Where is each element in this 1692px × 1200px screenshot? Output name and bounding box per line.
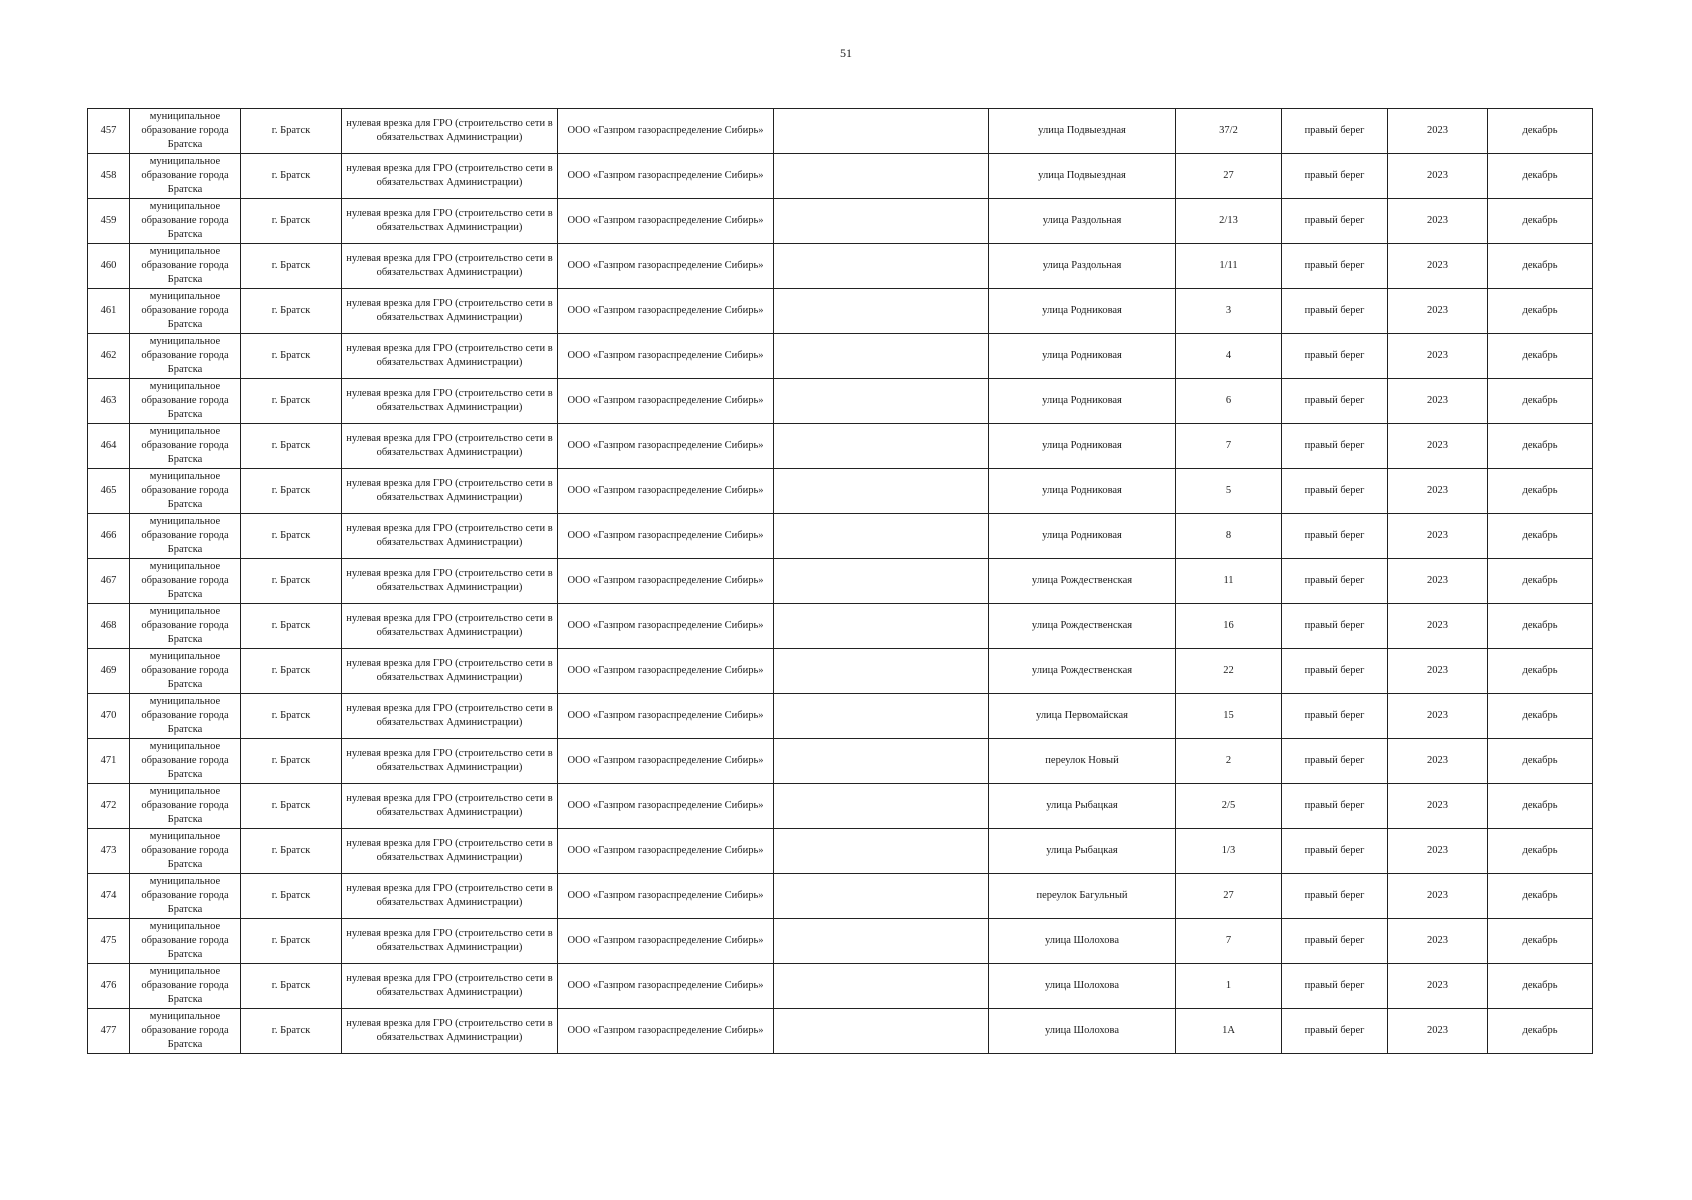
municipality-cell: муниципальное образование города Братска [130, 964, 241, 1009]
house-number-cell: 3 [1176, 289, 1282, 334]
table-row [88, 604, 1593, 649]
river-bank-cell: правый берег [1282, 244, 1388, 289]
year-cell: 2023 [1388, 424, 1488, 469]
organization-cell: ООО «Газпром газораспределение Сибирь» [558, 424, 774, 469]
street-cell: переулок Багульный [989, 874, 1176, 919]
municipality-cell: муниципальное образование города Братска [130, 694, 241, 739]
river-bank-cell: правый берег [1282, 649, 1388, 694]
work-type-cell: нулевая врезка для ГРО (строительство сети в обязательствах Администрации) [342, 469, 558, 514]
year-cell: 2023 [1388, 379, 1488, 424]
city-cell: г. Братск [241, 559, 342, 604]
work-type-cell: нулевая врезка для ГРО (строительство сети в обязательствах Администрации) [342, 379, 558, 424]
house-number-cell: 2/13 [1176, 199, 1282, 244]
page-number: 51 [840, 46, 852, 60]
month-cell: декабрь [1488, 379, 1593, 424]
table-row [88, 514, 1593, 559]
municipality-cell: муниципальное образование города Братска [130, 514, 241, 559]
house-number-cell: 5 [1176, 469, 1282, 514]
municipality-cell: муниципальное образование города Братска [130, 289, 241, 334]
month-cell: декабрь [1488, 109, 1593, 154]
table-row [88, 874, 1593, 919]
month-cell: декабрь [1488, 199, 1593, 244]
organization-cell: ООО «Газпром газораспределение Сибирь» [558, 694, 774, 739]
month-cell: декабрь [1488, 1009, 1593, 1054]
row-number: 462 [88, 334, 130, 379]
year-cell: 2023 [1388, 289, 1488, 334]
street-cell: улица Раздольная [989, 199, 1176, 244]
organization-cell: ООО «Газпром газораспределение Сибирь» [558, 874, 774, 919]
work-type-cell: нулевая врезка для ГРО (строительство сети в обязательствах Администрации) [342, 919, 558, 964]
city-cell: г. Братск [241, 109, 342, 154]
month-cell: декабрь [1488, 919, 1593, 964]
table-row [88, 559, 1593, 604]
year-cell: 2023 [1388, 1009, 1488, 1054]
city-cell: г. Братск [241, 784, 342, 829]
river-bank-cell: правый берег [1282, 559, 1388, 604]
river-bank-cell: правый берег [1282, 829, 1388, 874]
house-number-cell: 16 [1176, 604, 1282, 649]
table-row [88, 244, 1593, 289]
street-cell: улица Рыбацкая [989, 829, 1176, 874]
month-cell: декабрь [1488, 424, 1593, 469]
municipality-cell: муниципальное образование города Братска [130, 919, 241, 964]
city-cell: г. Братск [241, 244, 342, 289]
organization-cell: ООО «Газпром газораспределение Сибирь» [558, 154, 774, 199]
row-number: 472 [88, 784, 130, 829]
organization-cell: ООО «Газпром газораспределение Сибирь» [558, 514, 774, 559]
empty-cell [774, 559, 989, 604]
work-type-cell: нулевая врезка для ГРО (строительство сети в обязательствах Администрации) [342, 244, 558, 289]
work-type-cell: нулевая врезка для ГРО (строительство сети в обязательствах Администрации) [342, 784, 558, 829]
street-cell: улица Рождественская [989, 604, 1176, 649]
year-cell: 2023 [1388, 199, 1488, 244]
empty-cell [774, 244, 989, 289]
work-type-cell: нулевая врезка для ГРО (строительство сети в обязательствах Администрации) [342, 199, 558, 244]
city-cell: г. Братск [241, 829, 342, 874]
empty-cell [774, 694, 989, 739]
river-bank-cell: правый берег [1282, 1009, 1388, 1054]
street-cell: улица Родниковая [989, 379, 1176, 424]
month-cell: декабрь [1488, 784, 1593, 829]
municipality-cell: муниципальное образование города Братска [130, 784, 241, 829]
month-cell: декабрь [1488, 334, 1593, 379]
row-number: 464 [88, 424, 130, 469]
empty-cell [774, 109, 989, 154]
empty-cell [774, 199, 989, 244]
year-cell: 2023 [1388, 919, 1488, 964]
river-bank-cell: правый берег [1282, 874, 1388, 919]
year-cell: 2023 [1388, 604, 1488, 649]
row-number: 458 [88, 154, 130, 199]
house-number-cell: 37/2 [1176, 109, 1282, 154]
street-cell: улица Шолохова [989, 919, 1176, 964]
empty-cell [774, 919, 989, 964]
work-type-cell: нулевая врезка для ГРО (строительство сети в обязательствах Администрации) [342, 874, 558, 919]
street-cell: улица Рождественская [989, 649, 1176, 694]
city-cell: г. Братск [241, 604, 342, 649]
municipality-cell: муниципальное образование города Братска [130, 1009, 241, 1054]
house-number-cell: 27 [1176, 874, 1282, 919]
empty-cell [774, 424, 989, 469]
month-cell: декабрь [1488, 649, 1593, 694]
month-cell: декабрь [1488, 964, 1593, 1009]
row-number: 473 [88, 829, 130, 874]
year-cell: 2023 [1388, 874, 1488, 919]
table-row [88, 334, 1593, 379]
row-number: 469 [88, 649, 130, 694]
house-number-cell: 1/3 [1176, 829, 1282, 874]
street-cell: улица Родниковая [989, 334, 1176, 379]
river-bank-cell: правый берег [1282, 514, 1388, 559]
month-cell: декабрь [1488, 739, 1593, 784]
river-bank-cell: правый берег [1282, 739, 1388, 784]
river-bank-cell: правый берег [1282, 604, 1388, 649]
municipality-cell: муниципальное образование города Братска [130, 559, 241, 604]
work-type-cell: нулевая врезка для ГРО (строительство сети в обязательствах Администрации) [342, 424, 558, 469]
river-bank-cell: правый берег [1282, 919, 1388, 964]
table-row [88, 109, 1593, 154]
street-cell: улица Родниковая [989, 514, 1176, 559]
river-bank-cell: правый берег [1282, 379, 1388, 424]
year-cell: 2023 [1388, 739, 1488, 784]
row-number: 459 [88, 199, 130, 244]
municipality-cell: муниципальное образование города Братска [130, 199, 241, 244]
row-number: 477 [88, 1009, 130, 1054]
year-cell: 2023 [1388, 244, 1488, 289]
house-number-cell: 7 [1176, 424, 1282, 469]
table-row [88, 829, 1593, 874]
river-bank-cell: правый берег [1282, 694, 1388, 739]
organization-cell: ООО «Газпром газораспределение Сибирь» [558, 604, 774, 649]
municipality-cell: муниципальное образование города Братска [130, 424, 241, 469]
street-cell: улица Шолохова [989, 964, 1176, 1009]
city-cell: г. Братск [241, 514, 342, 559]
register-body [88, 109, 1593, 1054]
row-number: 457 [88, 109, 130, 154]
municipality-cell: муниципальное образование города Братска [130, 154, 241, 199]
empty-cell [774, 874, 989, 919]
year-cell: 2023 [1388, 334, 1488, 379]
municipality-cell: муниципальное образование города Братска [130, 379, 241, 424]
organization-cell: ООО «Газпром газораспределение Сибирь» [558, 334, 774, 379]
street-cell: улица Подвыездная [989, 154, 1176, 199]
empty-cell [774, 469, 989, 514]
month-cell: декабрь [1488, 829, 1593, 874]
month-cell: декабрь [1488, 604, 1593, 649]
river-bank-cell: правый берег [1282, 154, 1388, 199]
empty-cell [774, 1009, 989, 1054]
street-cell: улица Родниковая [989, 469, 1176, 514]
street-cell: улица Подвыездная [989, 109, 1176, 154]
city-cell: г. Братск [241, 424, 342, 469]
house-number-cell: 1 [1176, 964, 1282, 1009]
empty-cell [774, 964, 989, 1009]
work-type-cell: нулевая врезка для ГРО (строительство сети в обязательствах Администрации) [342, 739, 558, 784]
work-type-cell: нулевая врезка для ГРО (строительство сети в обязательствах Администрации) [342, 604, 558, 649]
table-row [88, 289, 1593, 334]
municipality-cell: муниципальное образование города Братска [130, 829, 241, 874]
work-type-cell: нулевая врезка для ГРО (строительство сети в обязательствах Администрации) [342, 559, 558, 604]
empty-cell [774, 604, 989, 649]
row-number: 475 [88, 919, 130, 964]
empty-cell [774, 784, 989, 829]
month-cell: декабрь [1488, 874, 1593, 919]
empty-cell [774, 649, 989, 694]
month-cell: декабрь [1488, 154, 1593, 199]
table-row [88, 964, 1593, 1009]
street-cell: улица Родниковая [989, 424, 1176, 469]
row-number: 470 [88, 694, 130, 739]
table-row [88, 424, 1593, 469]
row-number: 460 [88, 244, 130, 289]
year-cell: 2023 [1388, 514, 1488, 559]
row-number: 465 [88, 469, 130, 514]
house-number-cell: 1А [1176, 1009, 1282, 1054]
street-cell: улица Шолохова [989, 1009, 1176, 1054]
municipality-cell: муниципальное образование города Братска [130, 109, 241, 154]
row-number: 466 [88, 514, 130, 559]
row-number: 467 [88, 559, 130, 604]
river-bank-cell: правый берег [1282, 109, 1388, 154]
organization-cell: ООО «Газпром газораспределение Сибирь» [558, 739, 774, 784]
organization-cell: ООО «Газпром газораспределение Сибирь» [558, 109, 774, 154]
table-row [88, 199, 1593, 244]
table-row [88, 154, 1593, 199]
row-number: 476 [88, 964, 130, 1009]
work-type-cell: нулевая врезка для ГРО (строительство сети в обязательствах Администрации) [342, 829, 558, 874]
register-table [87, 108, 1593, 1054]
empty-cell [774, 379, 989, 424]
house-number-cell: 1/11 [1176, 244, 1282, 289]
work-type-cell: нулевая врезка для ГРО (строительство сети в обязательствах Администрации) [342, 694, 558, 739]
empty-cell [774, 334, 989, 379]
organization-cell: ООО «Газпром газораспределение Сибирь» [558, 244, 774, 289]
organization-cell: ООО «Газпром газораспределение Сибирь» [558, 964, 774, 1009]
work-type-cell: нулевая врезка для ГРО (строительство сети в обязательствах Администрации) [342, 514, 558, 559]
table-row [88, 784, 1593, 829]
empty-cell [774, 154, 989, 199]
house-number-cell: 27 [1176, 154, 1282, 199]
municipality-cell: муниципальное образование города Братска [130, 469, 241, 514]
street-cell: улица Первомайская [989, 694, 1176, 739]
year-cell: 2023 [1388, 109, 1488, 154]
street-cell: улица Родниковая [989, 289, 1176, 334]
organization-cell: ООО «Газпром газораспределение Сибирь» [558, 469, 774, 514]
table-row [88, 469, 1593, 514]
street-cell: улица Рождественская [989, 559, 1176, 604]
year-cell: 2023 [1388, 469, 1488, 514]
river-bank-cell: правый берег [1282, 469, 1388, 514]
house-number-cell: 2 [1176, 739, 1282, 784]
street-cell: улица Рыбацкая [989, 784, 1176, 829]
street-cell: улица Раздольная [989, 244, 1176, 289]
row-number: 474 [88, 874, 130, 919]
table-row [88, 379, 1593, 424]
organization-cell: ООО «Газпром газораспределение Сибирь» [558, 379, 774, 424]
work-type-cell: нулевая врезка для ГРО (строительство сети в обязательствах Администрации) [342, 109, 558, 154]
organization-cell: ООО «Газпром газораспределение Сибирь» [558, 289, 774, 334]
city-cell: г. Братск [241, 199, 342, 244]
row-number: 471 [88, 739, 130, 784]
year-cell: 2023 [1388, 694, 1488, 739]
row-number: 463 [88, 379, 130, 424]
month-cell: декабрь [1488, 244, 1593, 289]
year-cell: 2023 [1388, 829, 1488, 874]
empty-cell [774, 739, 989, 784]
year-cell: 2023 [1388, 649, 1488, 694]
organization-cell: ООО «Газпром газораспределение Сибирь» [558, 829, 774, 874]
year-cell: 2023 [1388, 784, 1488, 829]
city-cell: г. Братск [241, 694, 342, 739]
row-number: 468 [88, 604, 130, 649]
month-cell: декабрь [1488, 469, 1593, 514]
river-bank-cell: правый берег [1282, 784, 1388, 829]
city-cell: г. Братск [241, 739, 342, 784]
empty-cell [774, 514, 989, 559]
river-bank-cell: правый берег [1282, 424, 1388, 469]
table-row [88, 919, 1593, 964]
work-type-cell: нулевая врезка для ГРО (строительство сети в обязательствах Администрации) [342, 649, 558, 694]
house-number-cell: 2/5 [1176, 784, 1282, 829]
empty-cell [774, 829, 989, 874]
city-cell: г. Братск [241, 1009, 342, 1054]
work-type-cell: нулевая врезка для ГРО (строительство сети в обязательствах Администрации) [342, 289, 558, 334]
month-cell: декабрь [1488, 694, 1593, 739]
organization-cell: ООО «Газпром газораспределение Сибирь» [558, 1009, 774, 1054]
river-bank-cell: правый берег [1282, 289, 1388, 334]
house-number-cell: 7 [1176, 919, 1282, 964]
organization-cell: ООО «Газпром газораспределение Сибирь» [558, 784, 774, 829]
house-number-cell: 6 [1176, 379, 1282, 424]
month-cell: декабрь [1488, 289, 1593, 334]
month-cell: декабрь [1488, 559, 1593, 604]
work-type-cell: нулевая врезка для ГРО (строительство сети в обязательствах Администрации) [342, 964, 558, 1009]
municipality-cell: муниципальное образование города Братска [130, 649, 241, 694]
city-cell: г. Братск [241, 379, 342, 424]
municipality-cell: муниципальное образование города Братска [130, 874, 241, 919]
table-row [88, 1009, 1593, 1054]
month-cell: декабрь [1488, 514, 1593, 559]
house-number-cell: 15 [1176, 694, 1282, 739]
organization-cell: ООО «Газпром газораспределение Сибирь» [558, 649, 774, 694]
year-cell: 2023 [1388, 964, 1488, 1009]
municipality-cell: муниципальное образование города Братска [130, 739, 241, 784]
city-cell: г. Братск [241, 289, 342, 334]
municipality-cell: муниципальное образование города Братска [130, 604, 241, 649]
organization-cell: ООО «Газпром газораспределение Сибирь» [558, 559, 774, 604]
city-cell: г. Братск [241, 469, 342, 514]
house-number-cell: 8 [1176, 514, 1282, 559]
organization-cell: ООО «Газпром газораспределение Сибирь» [558, 919, 774, 964]
table-row [88, 739, 1593, 784]
table-row [88, 649, 1593, 694]
empty-cell [774, 289, 989, 334]
river-bank-cell: правый берег [1282, 334, 1388, 379]
house-number-cell: 11 [1176, 559, 1282, 604]
work-type-cell: нулевая врезка для ГРО (строительство сети в обязательствах Администрации) [342, 1009, 558, 1054]
municipality-cell: муниципальное образование города Братска [130, 244, 241, 289]
city-cell: г. Братск [241, 964, 342, 1009]
house-number-cell: 22 [1176, 649, 1282, 694]
river-bank-cell: правый берег [1282, 964, 1388, 1009]
city-cell: г. Братск [241, 154, 342, 199]
work-type-cell: нулевая врезка для ГРО (строительство сети в обязательствах Администрации) [342, 334, 558, 379]
street-cell: переулок Новый [989, 739, 1176, 784]
row-number: 461 [88, 289, 130, 334]
city-cell: г. Братск [241, 874, 342, 919]
organization-cell: ООО «Газпром газораспределение Сибирь» [558, 199, 774, 244]
municipality-cell: муниципальное образование города Братска [130, 334, 241, 379]
city-cell: г. Братск [241, 919, 342, 964]
city-cell: г. Братск [241, 649, 342, 694]
work-type-cell: нулевая врезка для ГРО (строительство сети в обязательствах Администрации) [342, 154, 558, 199]
year-cell: 2023 [1388, 154, 1488, 199]
house-number-cell: 4 [1176, 334, 1282, 379]
year-cell: 2023 [1388, 559, 1488, 604]
river-bank-cell: правый берег [1282, 199, 1388, 244]
city-cell: г. Братск [241, 334, 342, 379]
table-row [88, 694, 1593, 739]
